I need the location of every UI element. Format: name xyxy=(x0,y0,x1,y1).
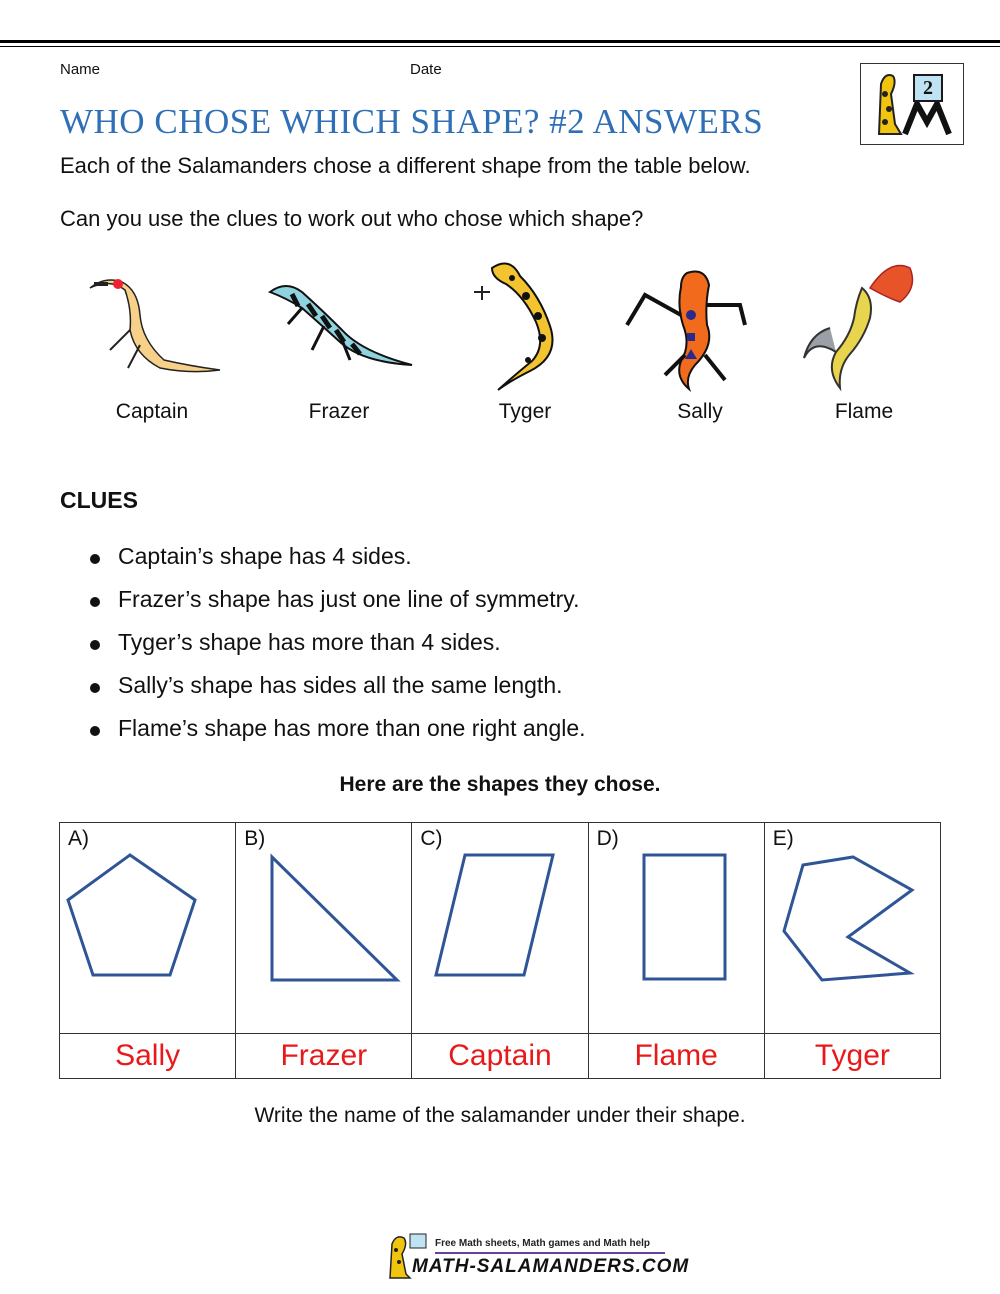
shapes-table xyxy=(59,822,941,1079)
salamander-flame-image xyxy=(800,258,925,393)
answer-cell-d: Flame xyxy=(588,1034,764,1079)
salamander-frazer-image xyxy=(262,280,417,375)
date-label: Date xyxy=(410,61,442,78)
clue-item: Sally’s shape has sides all the same length. xyxy=(118,672,586,715)
brand-tagline: Free Math sheets, Math games and Math help xyxy=(435,1238,651,1249)
right-triangle-icon xyxy=(236,823,412,1033)
salamander-captain-image xyxy=(80,270,230,380)
shape-cell-b xyxy=(236,823,412,1034)
brand-underline xyxy=(435,1252,665,1254)
top-rule-thick xyxy=(0,40,1000,43)
brand-site-name: MATH-SALAMANDERS.COM xyxy=(412,1256,690,1277)
shape-cell-d xyxy=(588,823,764,1034)
salamander-tyger-image xyxy=(470,256,585,396)
clue-item: Captain’s shape has 4 sides. xyxy=(118,543,586,586)
intro-line-1: Each of the Salamanders chose a different shape from the table below. xyxy=(60,153,751,178)
salamander-label-sally: Sally xyxy=(677,400,723,423)
salamander-sally-image xyxy=(625,265,760,395)
salamander-label-frazer: Frazer xyxy=(308,400,370,423)
clues-heading: CLUES xyxy=(60,487,138,513)
pentagon-icon xyxy=(60,823,236,1033)
shape-letter: D) xyxy=(596,827,619,850)
salamander-label-tyger: Tyger xyxy=(498,400,552,423)
shape-cell-a xyxy=(60,823,236,1034)
grade-badge: 2 xyxy=(913,74,943,102)
clue-item: Flame’s shape has more than one right angle. xyxy=(118,715,586,758)
instruction-text: Write the name of the salamander under their shape. xyxy=(254,1104,746,1127)
answer-cell-a: Sally xyxy=(60,1034,236,1079)
clues-list xyxy=(118,543,586,758)
site-branding[interactable] xyxy=(380,1230,690,1282)
clue-item: Tyger’s shape has more than 4 sides. xyxy=(118,629,586,672)
clue-item: Frazer’s shape has just one line of symmetry. xyxy=(118,586,586,629)
rectangle-icon xyxy=(589,823,765,1033)
name-label: Name xyxy=(60,61,101,78)
shape-letter: A) xyxy=(68,827,89,850)
grade-logo xyxy=(860,63,964,145)
shape-cell-c xyxy=(412,823,588,1034)
shape-cell-e xyxy=(764,823,940,1034)
answer-cell-c: Captain xyxy=(412,1034,588,1079)
top-rule-thin xyxy=(0,46,1000,47)
salamander-label-flame: Flame xyxy=(834,400,894,423)
shapes-heading: Here are the shapes they chose. xyxy=(339,773,661,796)
shape-letter: C) xyxy=(420,827,443,850)
parallelogram-icon xyxy=(412,823,588,1033)
shape-letter: E) xyxy=(772,827,794,850)
salamander-logo-icon xyxy=(861,64,963,144)
answer-cell-e: Tyger xyxy=(764,1034,940,1079)
page-title: WHO CHOSE WHICH SHAPE? #2 ANSWERS xyxy=(60,102,764,141)
answer-cell-b: Frazer xyxy=(236,1034,412,1079)
shape-letter: B) xyxy=(244,827,266,850)
concave-pentagon-icon xyxy=(765,823,941,1033)
intro-line-2: Can you use the clues to work out who chose which shape? xyxy=(60,206,644,231)
salamander-label-captain: Captain xyxy=(115,400,189,423)
